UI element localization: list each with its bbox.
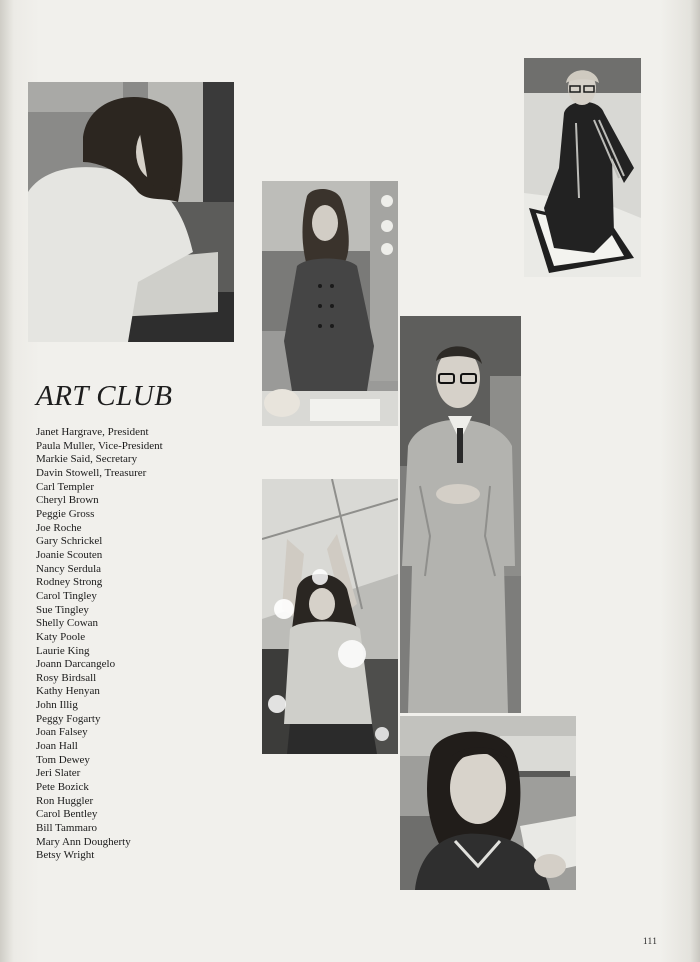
member-name: Markie Said, Secretary [36, 453, 138, 466]
member-name: Joe Roche [36, 521, 82, 534]
member-name: Nancy Serdula [36, 562, 102, 575]
member-name: Gary Schrickel [36, 535, 103, 548]
member-name: Carl Templer [36, 480, 94, 493]
member-name: Paula Muller, Vice-President [36, 439, 163, 452]
member-name: Peggie Gross [36, 507, 95, 520]
member-name: Cheryl Brown [36, 494, 99, 507]
member-roster [36, 426, 163, 863]
member-name: Joanie Scouten [36, 548, 103, 561]
member-name: Sue Tingley [36, 603, 89, 616]
photo-girl-smiling [400, 716, 576, 890]
photo-girl-with-box [28, 82, 234, 342]
member-name: Joan Falsey [36, 726, 88, 739]
member-name: Tom Dewey [36, 753, 90, 766]
page-number: 111 [643, 936, 658, 946]
member-name: Carol Tingley [36, 589, 97, 602]
member-name: Laurie King [36, 644, 90, 657]
member-name: Kathy Henyan [36, 685, 100, 698]
member-name: Ron Huggler [36, 794, 94, 807]
club-title: ART CLUB [36, 380, 173, 412]
member-name: Shelly Cowan [36, 617, 99, 630]
member-name: Davin Stowell, Treasurer [36, 466, 147, 479]
photo-boy-kneeling [524, 58, 641, 277]
member-name: Joan Hall [36, 740, 78, 753]
member-name: Betsy Wright [36, 849, 95, 862]
member-name: Rodney Strong [36, 576, 103, 589]
member-name: Rosy Birdsall [36, 671, 97, 684]
member-name: Mary Ann Dougherty [36, 835, 131, 848]
member-name: Bill Tammaro [36, 822, 98, 835]
member-name: Pete Bozick [36, 781, 89, 794]
photo-girl-hanging-snowflakes [262, 479, 398, 754]
photo-girl-standing [262, 181, 398, 426]
member-name: Joann Darcangelo [36, 658, 116, 671]
photo-teacher-in-smock [400, 316, 521, 713]
member-name: Carol Bentley [36, 808, 98, 821]
member-name: Peggy Fogarty [36, 712, 101, 725]
member-name: Janet Hargrave, President [36, 426, 149, 438]
member-name: Jeri Slater [36, 767, 81, 780]
member-name: Katy Poole [36, 630, 86, 643]
member-name: John Illig [36, 699, 78, 712]
